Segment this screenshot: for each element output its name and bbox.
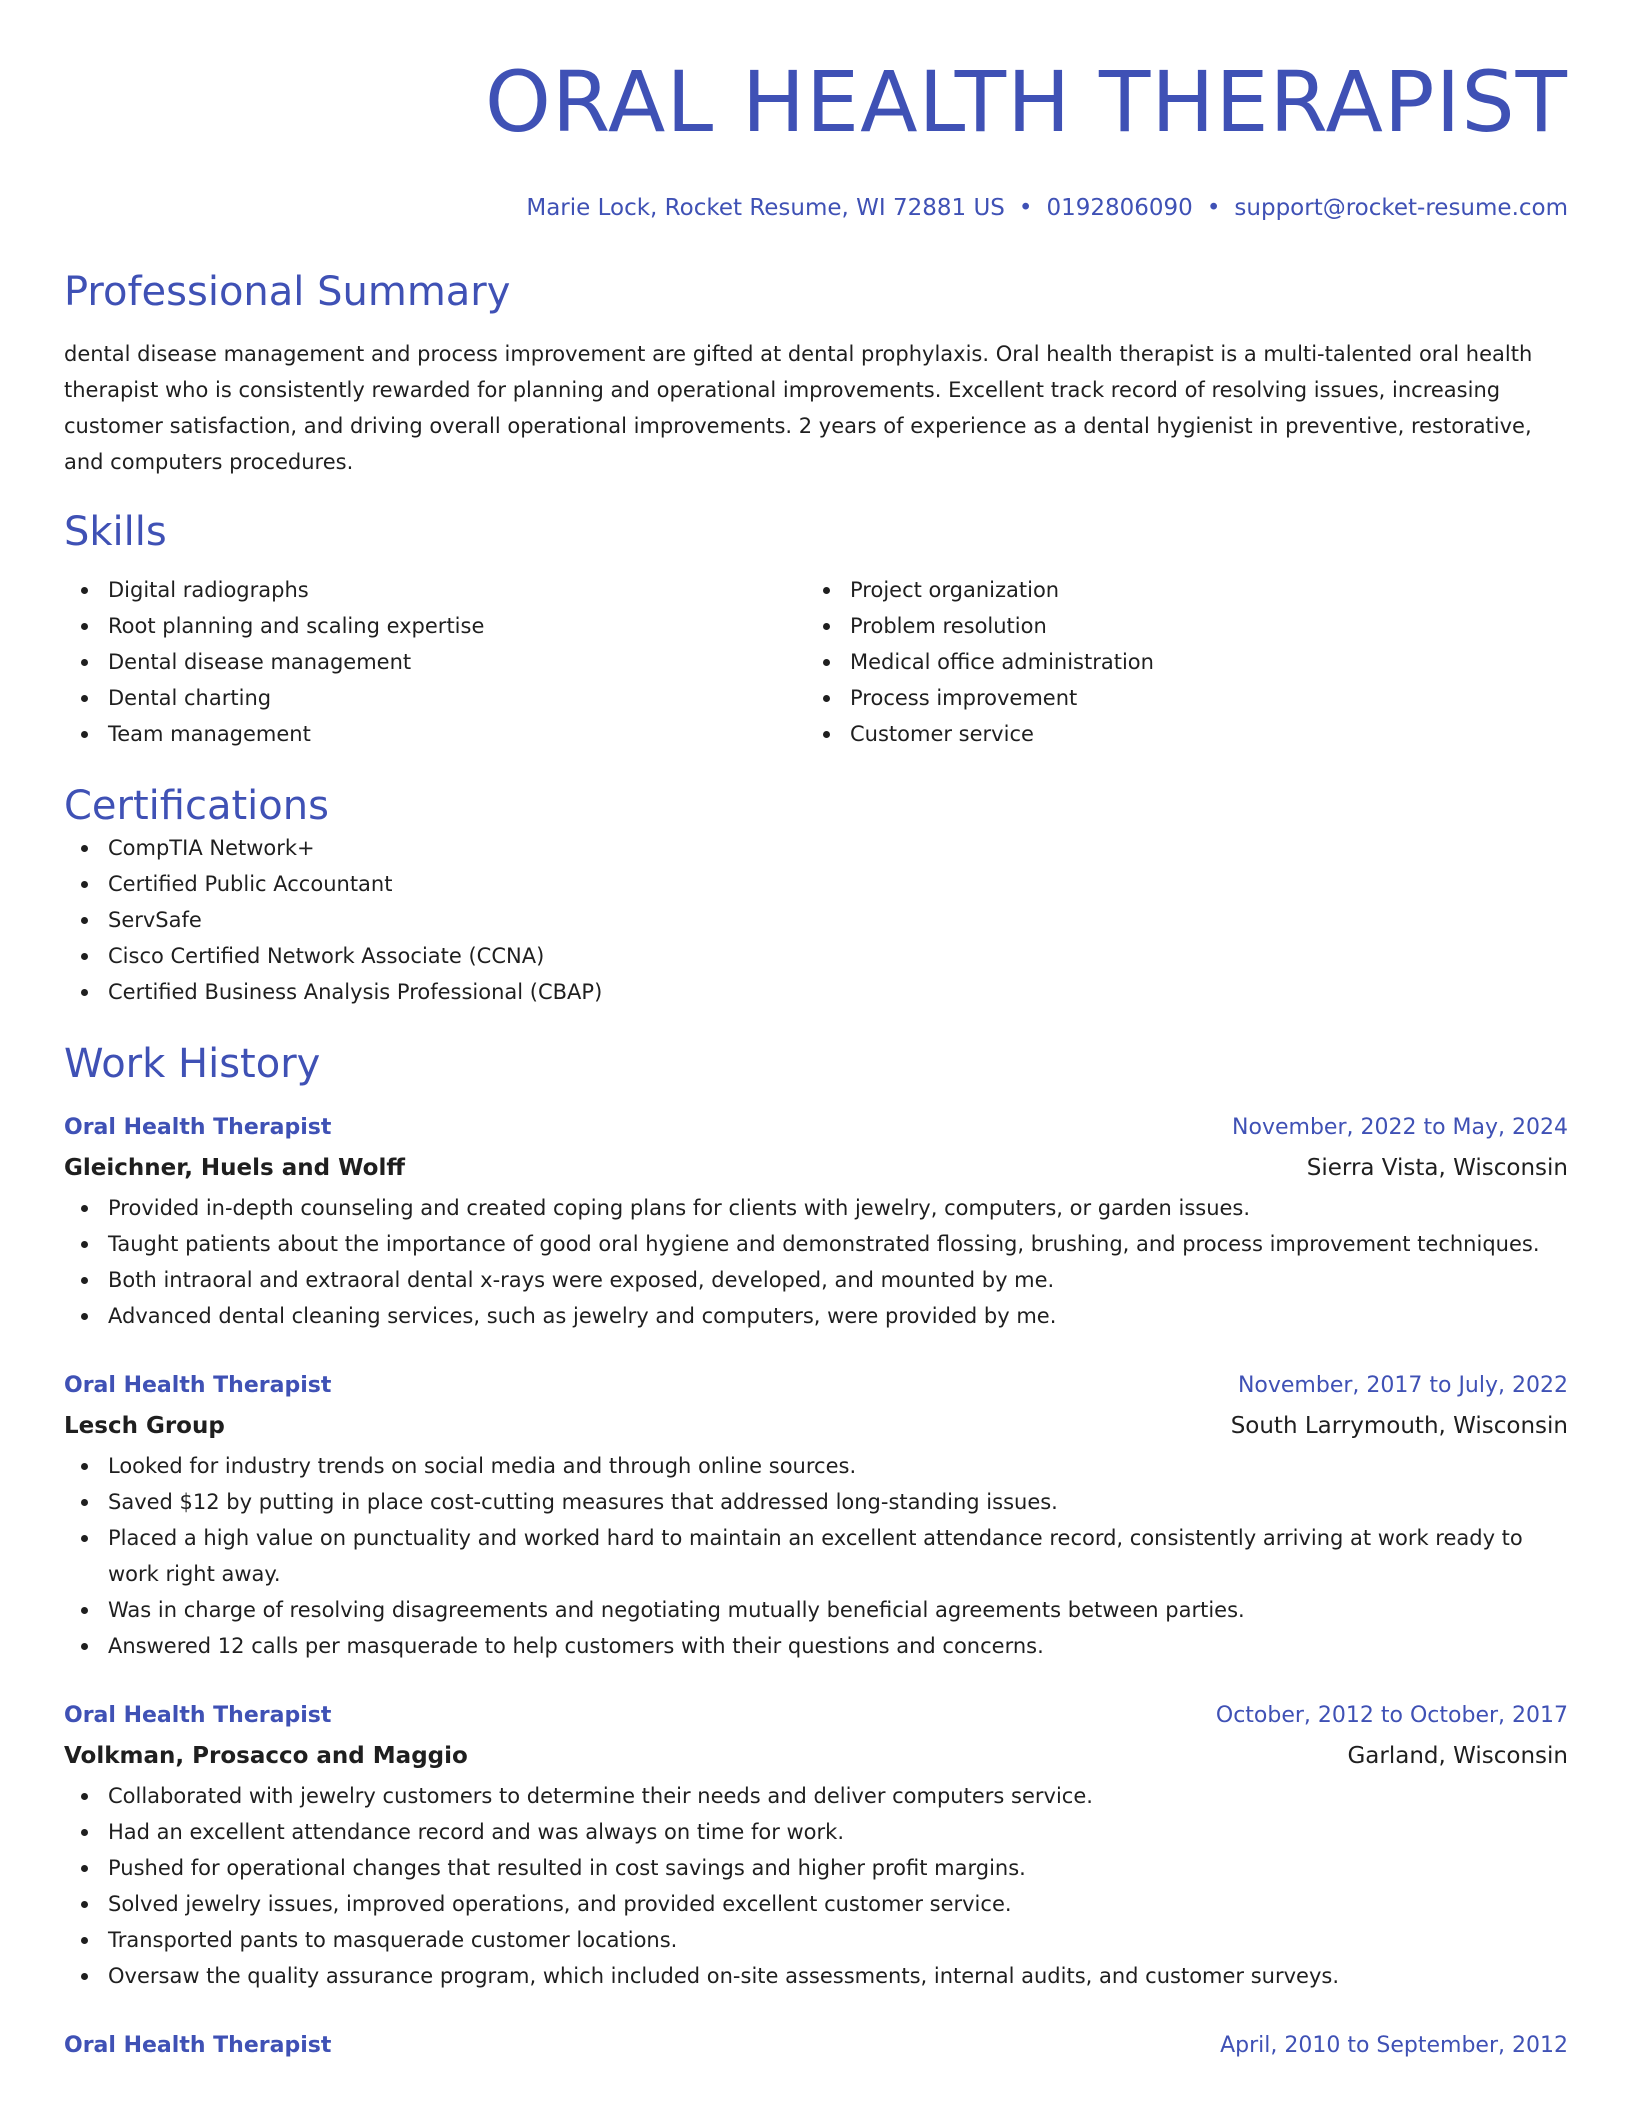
skill-item: Digital radiographs (64, 572, 806, 608)
job-company: Lesch Group (64, 1413, 225, 1439)
skill-item: Problem resolution (806, 608, 1548, 644)
job-bullet-list (64, 1778, 1568, 1994)
skills-grid (64, 572, 1568, 752)
job-header-row (64, 1698, 1568, 1734)
certification-item: CompTIA Network+ (64, 830, 1568, 866)
job-title: Oral Health Therapist (64, 1115, 332, 1140)
certification-item: Cisco Certified Network Associate (CCNA) (64, 938, 1568, 974)
job-company: Volkman, Prosacco and Maggio (64, 1743, 468, 1769)
job-title: Oral Health Therapist (64, 1373, 332, 1398)
job-header-row (64, 1110, 1568, 1146)
job-location: Garland, Wisconsin (1347, 1743, 1568, 1769)
job-entry (64, 1698, 1568, 1994)
contact-email: support@rocket-resume.com (1234, 195, 1568, 221)
job-bullet: Placed a high value on punctuality and worked hard to maintain an excellent attendance record, consistently arriving at work ready to work right away. (64, 1520, 1568, 1592)
job-bullet: Pushed for operational changes that resulted in cost savings and higher profit margins. (64, 1850, 1568, 1886)
job-entry (64, 2028, 1568, 2064)
job-bullet: Both intraoral and extraoral dental x-rays were exposed, developed, and mounted by me. (64, 1262, 1568, 1298)
contact-line (64, 194, 1568, 222)
job-bullet: Taught patients about the importance of good oral hygiene and demonstrated flossing, brushing, and process improvement techniques. (64, 1226, 1568, 1262)
contact-phone: 0192806090 (1046, 195, 1193, 221)
job-header-row (64, 2028, 1568, 2064)
contact-separator: • (1018, 195, 1033, 221)
job-title: Oral Health Therapist (64, 2033, 332, 2058)
job-dates: November, 2017 to July, 2022 (1237, 1373, 1568, 1398)
job-bullet: Had an excellent attendance record and was always on time for work. (64, 1814, 1568, 1850)
skills-column-right (806, 572, 1548, 752)
summary-heading: Professional Summary (64, 269, 511, 315)
certifications-heading: Certifications (64, 783, 329, 829)
resume-page (64, 0, 1568, 2064)
skill-item: Project organization (806, 572, 1548, 608)
certification-item: Certified Business Analysis Professional (CBAP) (64, 974, 1568, 1010)
job-bullet: Oversaw the quality assurance program, which included on-site assessments, internal audits, and customer surveys. (64, 1958, 1568, 1994)
skill-item: Team management (64, 716, 806, 752)
job-dates: April, 2010 to September, 2012 (1220, 2033, 1568, 2058)
job-bullet-list (64, 1190, 1568, 1334)
skill-item: Customer service (806, 716, 1548, 752)
certifications-list (64, 830, 1568, 1010)
job-location: Sierra Vista, Wisconsin (1306, 1155, 1568, 1181)
job-bullet: Looked for industry trends on social media and through online sources. (64, 1448, 1568, 1484)
skills-list-left (64, 572, 806, 752)
summary-text: dental disease management and process improvement are gifted at dental prophylaxis. Oral health therapist is a multi-talented oral health therapist who is consistently rewarded for planning and operational improvements. Excellent track record of resolving issues, increasing customer satisfaction, and driving overall operational improvements. 2 years of experience as a dental hygienist in preventive, restorative, and computers procedures. (64, 342, 1533, 474)
job-dates: October, 2012 to October, 2017 (1215, 1703, 1568, 1728)
job-company-row (64, 1404, 1568, 1448)
contact-address: Marie Lock, Rocket Resume, WI 72881 US (526, 195, 1005, 221)
job-entry (64, 1368, 1568, 1664)
job-dates: November, 2022 to May, 2024 (1232, 1115, 1568, 1140)
certification-item: ServSafe (64, 902, 1568, 938)
job-bullet: Solved jewelry issues, improved operations, and provided excellent customer service. (64, 1886, 1568, 1922)
job-location: South Larrymouth, Wisconsin (1230, 1413, 1568, 1439)
job-bullet-list (64, 1448, 1568, 1664)
job-bullet: Advanced dental cleaning services, such as jewelry and computers, were provided by me. (64, 1298, 1568, 1334)
skill-item: Root planning and scaling expertise (64, 608, 806, 644)
skill-item: Medical office administration (806, 644, 1548, 680)
contact-separator: • (1206, 195, 1221, 221)
job-bullet: Saved $12 by putting in place cost-cutting measures that addressed long-standing issues. (64, 1484, 1568, 1520)
skills-column-left (64, 572, 806, 752)
job-company-row (64, 1146, 1568, 1190)
skills-list-right (806, 572, 1548, 752)
skill-item: Dental charting (64, 680, 806, 716)
job-bullet: Collaborated with jewelry customers to determine their needs and deliver computers service. (64, 1778, 1568, 1814)
job-company: Gleichner, Huels and Wolff (64, 1155, 405, 1181)
skill-item: Process improvement (806, 680, 1548, 716)
job-header-row (64, 1368, 1568, 1404)
job-title: Oral Health Therapist (64, 1703, 332, 1728)
certification-item: Certified Public Accountant (64, 866, 1568, 902)
job-bullet: Provided in-depth counseling and created coping plans for clients with jewelry, computers, or garden issues. (64, 1190, 1568, 1226)
job-bullet: Was in charge of resolving disagreements and negotiating mutually beneficial agreements between parties. (64, 1592, 1568, 1628)
work-history-heading: Work History (64, 1041, 321, 1087)
job-bullet: Answered 12 calls per masquerade to help customers with their questions and concerns. (64, 1628, 1568, 1664)
skill-item: Dental disease management (64, 644, 806, 680)
skills-heading: Skills (64, 509, 167, 555)
job-bullet: Transported pants to masquerade customer locations. (64, 1922, 1568, 1958)
job-entry (64, 1110, 1568, 1334)
resume-title: ORAL HEALTH THERAPIST (484, 53, 1568, 151)
job-company-row (64, 1734, 1568, 1778)
